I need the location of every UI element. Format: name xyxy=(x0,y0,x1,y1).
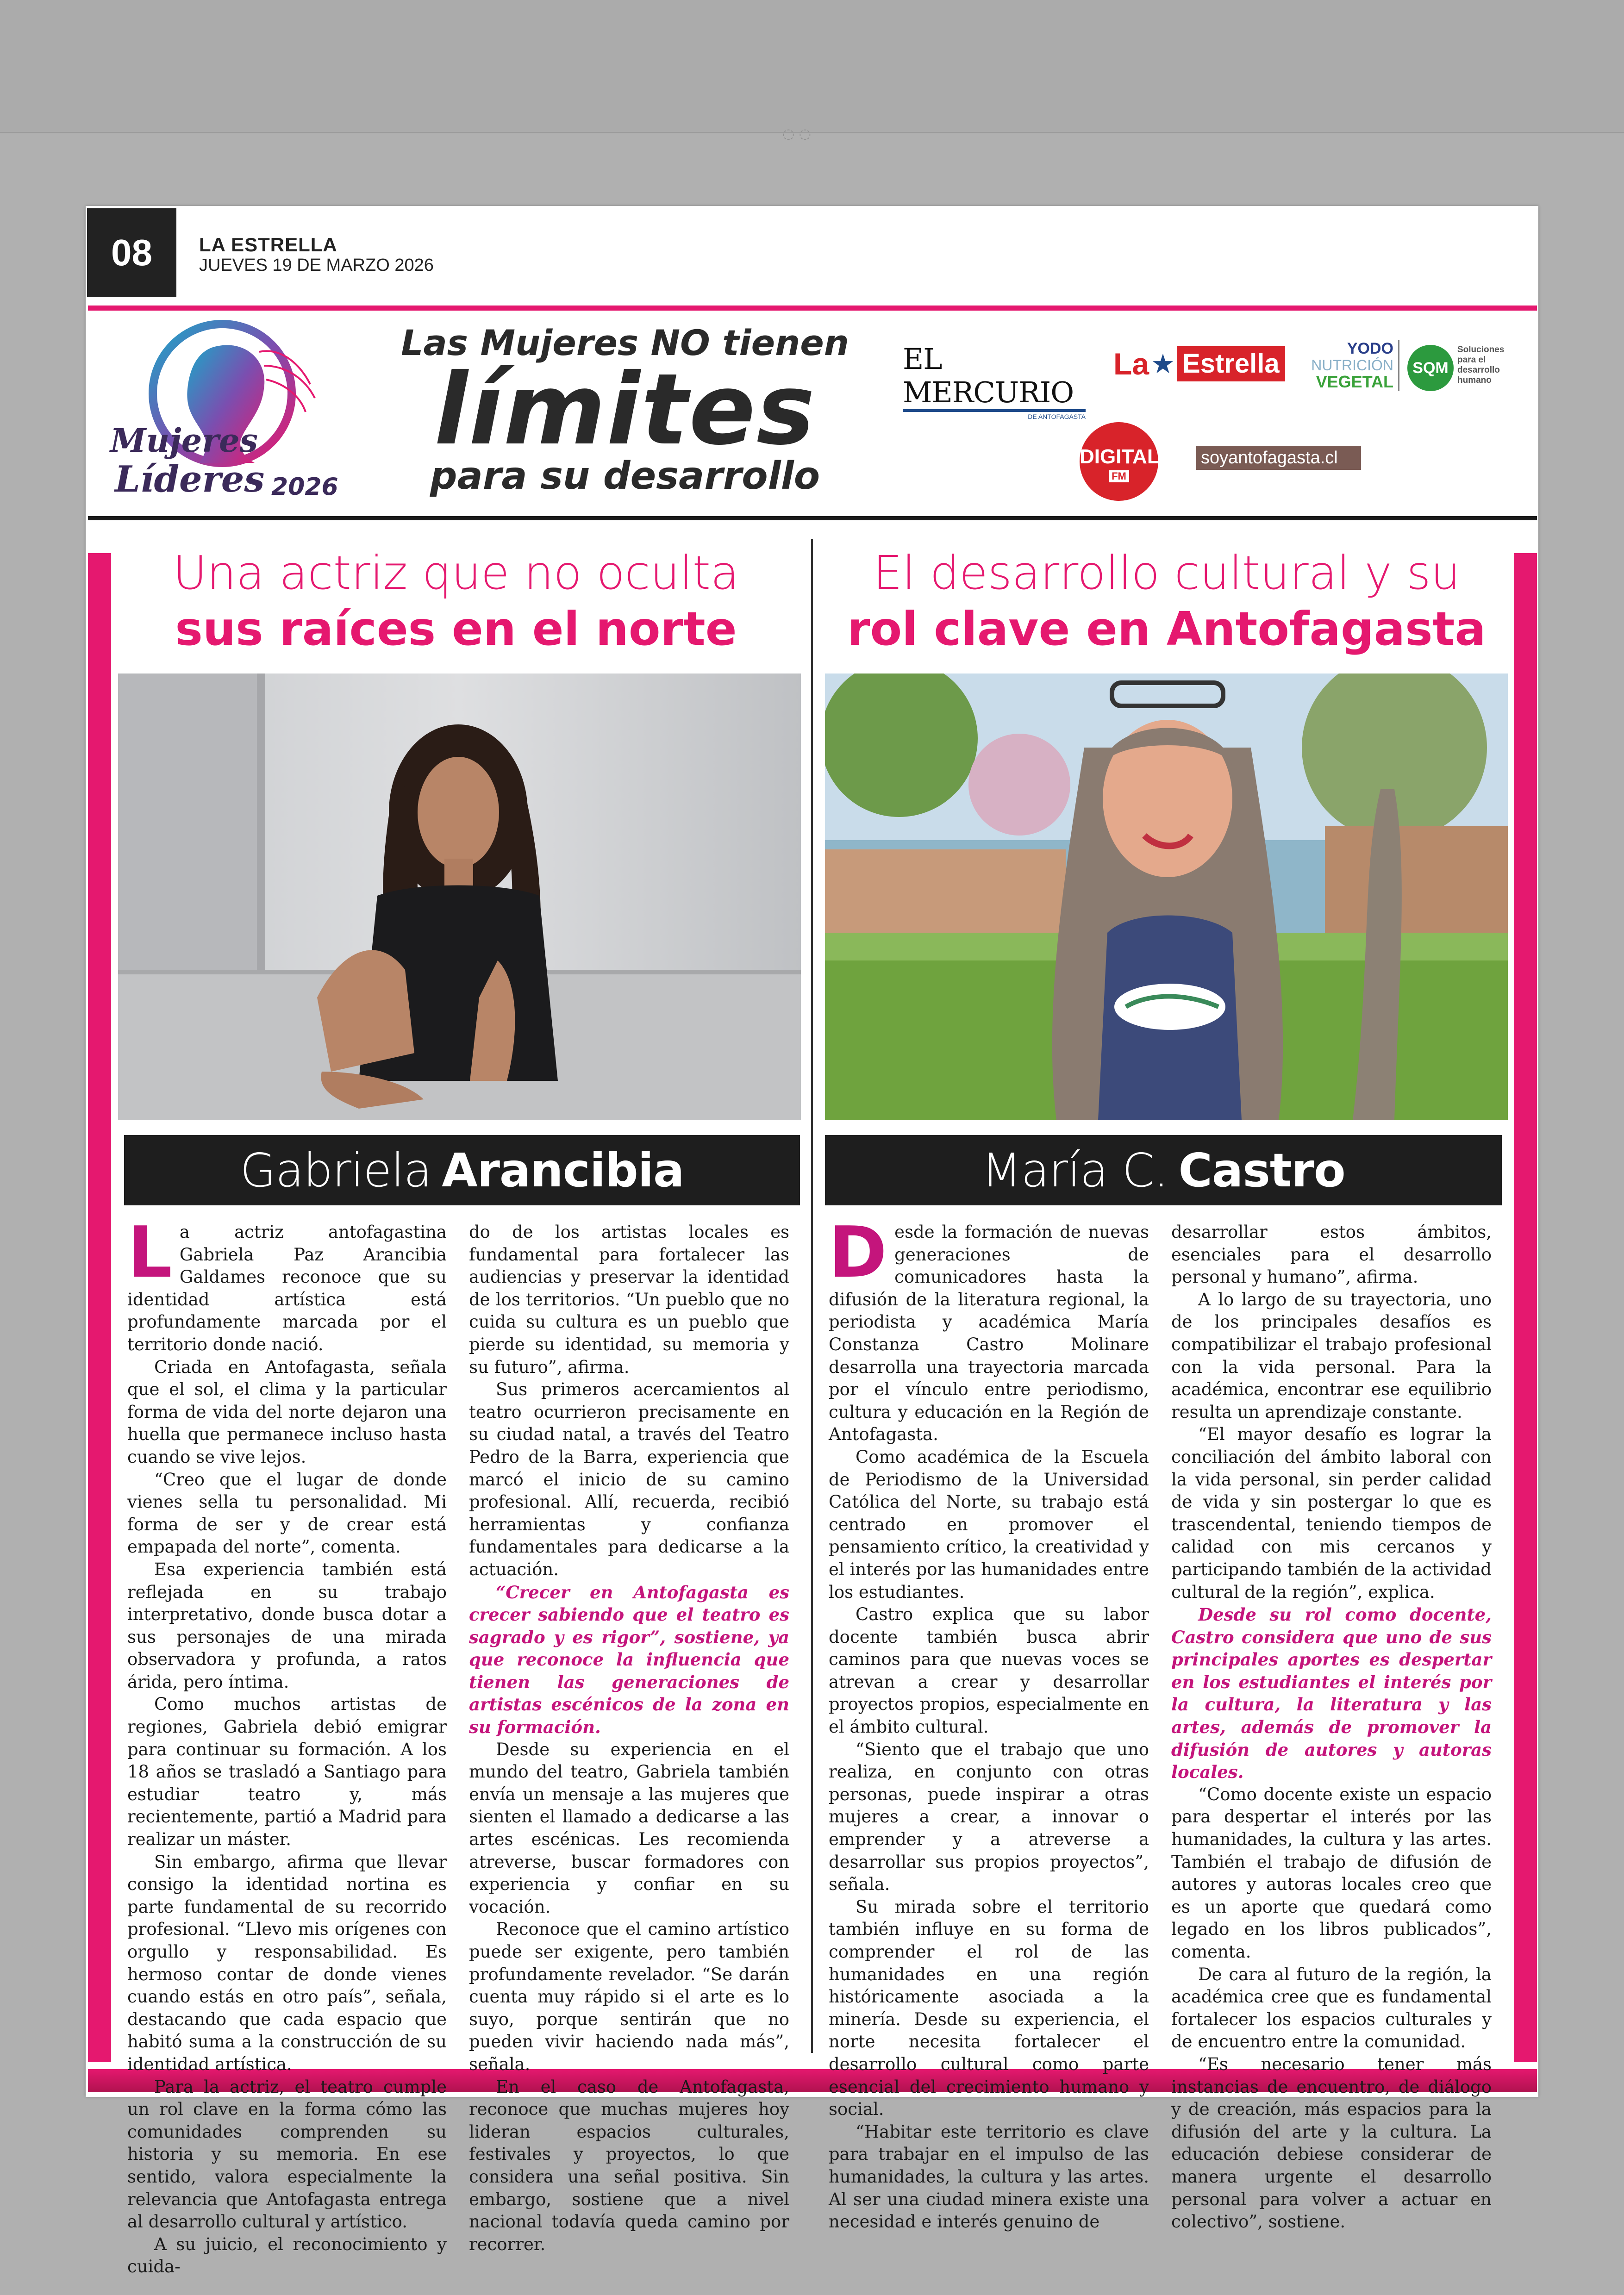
right-col1-paragraph-4: “Siento que el trabajo que uno realiza, en conjunto con otras personas, puede inspirar a otras mujeres a crear, a innovar o emprender y a atreverse a desarrollar sus propios proyectos”, señala. xyxy=(829,1739,1149,1895)
right-col1-paragraph-3: Castro explica que su labor docente también busca abrir caminos para que nuevas voces se atrevan a crear y desarrollar proyectos propios, especialmente en el ámbito cultural. xyxy=(829,1604,1149,1737)
left-headline xyxy=(113,545,799,657)
digital-name: DIGITAL xyxy=(1080,445,1160,468)
paper-name: LA ESTRELLA xyxy=(199,234,337,256)
estrella-name: Estrella xyxy=(1177,346,1285,381)
right-headline xyxy=(824,545,1509,657)
left-col1-paragraph-4: Esa experiencia también está reflejada en su trabajo interpretativo, donde busca dotar a sus personajes de una mirada observadora y profunda, a ratos árida, pero íntima. xyxy=(127,1559,447,1692)
mercurio-name: EL MERCURIO xyxy=(903,343,1086,412)
right-dropcap: D xyxy=(829,1211,887,1293)
digital-sub: FM xyxy=(1109,470,1129,482)
right-col1-text-1: esde la formación de nuevas generaciones de comunicadores hasta la difusión de la literatura regional, la periodista y académica María Constanza Castro Molinare desarrolla una trayectoria marcada por el vínculo entre periodismo, cultura y educación en la Región de Antofagasta. xyxy=(829,1222,1149,1445)
page-number: 08 xyxy=(87,208,176,297)
left-col2-paragraph-5: Reconoce que el camino artístico puede ser exigente, pero también profundamente revelador. “Se darán cuenta muy rápido si el arte es lo suyo, porque sentirán que no pueden vivir haciendo nada más”, señala. xyxy=(469,1919,789,2074)
left-col2-paragraph-4: Desde su experiencia en el mundo del teatro, Gabriela también envía un mensaje a las mujeres que sienten el llamado a dedicarse a las artes escénicas. Les recomienda atreverse, buscar formadores con experiencia y confiar en su vocación. xyxy=(469,1739,789,1917)
left-accent-bar xyxy=(88,553,111,2062)
tagline-line-3: para su desarrollo xyxy=(430,454,820,498)
left-col2-paragraph-2: Sus primeros acercamientos al teatro ocurrieron precisamente en su ciudad natal, a través del Teatro Pedro de la Barra, experiencia que marcó el inicio de su camino profesional. Allí, recuerda, recibió herramientas y confianza fundamentales para dedicarse a la actuación. xyxy=(469,1379,789,1579)
right-accent-bar xyxy=(1514,553,1537,2062)
masthead-bottom-rule xyxy=(88,516,1537,520)
left-headline-line-2: sus raíces en el norte xyxy=(175,602,737,656)
column-divider xyxy=(811,539,813,2053)
left-article-column-1 xyxy=(127,1211,447,2278)
right-col1-paragraph-1 xyxy=(829,1211,1149,1446)
right-col2-pull-quote: Desde su rol como docente, Castro considera que uno de sus principales aportes es despertar en los estudiantes el interés por la cultura, la literatura y las artes, además de promover la difusión de autores y autoras locales. xyxy=(1171,1604,1492,1783)
right-col2-paragraph-6: De cara al futuro de la región, la académica cree que es fundamental fortalecer los espacios culturales y de encuentro entre la comunidad. xyxy=(1171,1964,1492,2052)
left-col2-paragraph-1: do de los artistas locales es fundamental para fortalecer las audiencias y preservar la identidad de los territorios. “Un pueblo que no cuida su cultura es un pueblo que pierde su identidad, su memoria y su futuro”, afirma. xyxy=(469,1222,789,1377)
tagline-line-1: Las Mujeres NO tienen xyxy=(401,322,849,363)
left-name-last: Arancibia xyxy=(442,1143,684,1197)
left-col2-pull-quote: “Crecer en Antofagasta es crecer sabiendo que el teatro es sagrado y es rigor”, sostiene, ya que reconoce la influencia que tienen las generaciones de artistas escénicos de la zona en su formación. xyxy=(469,1582,789,1738)
logo-word-lideres: Líderes xyxy=(115,458,265,500)
tagline-line-2: límites xyxy=(434,352,816,467)
right-article-photo xyxy=(825,674,1508,1120)
left-col2-paragraph-6: En el caso de Antofagasta, reconoce que muchas mujeres hoy lideran espacios culturales, festivales y proyectos, lo que considera una señal positiva. Sin embargo, sostiene que a nivel nacional todavía queda camino por recorrer. xyxy=(469,2077,789,2254)
sqm-tagline: Soluciones para el desarrollo humano xyxy=(1457,345,1505,385)
masthead-top-rule xyxy=(88,306,1537,311)
right-name-first: María C. xyxy=(981,1143,1168,1197)
left-col1-paragraph-7: Para la actriz, el teatro cumple un rol clave en la forma cómo las comunidades comprenden su historia y su memoria. En ese sentido, valora especialmente la relevancia que Antofagasta entrega al desarrollo cultural y artístico. xyxy=(127,2077,447,2232)
left-col1-paragraph-1 xyxy=(127,1211,447,1356)
yodo-line-3: VEGETAL xyxy=(1316,372,1393,391)
right-col1-paragraph-2: Como académica de la Escuela de Periodismo de la Universidad Católica del Norte, su trabajo está centrado en promover el pensamiento crítico, la creatividad y el interés por las humanidades entre los estudiantes. xyxy=(829,1447,1149,1602)
left-name-first: Gabriela xyxy=(240,1143,432,1197)
right-col2-paragraph-7: “Es necesario tener más instancias de encuentro, de diálogo y de creación, más espacios para la difusión del arte y la cultura. La educación debiese considerar de manera urgente el desarrollo personal para volver a actuar en colectivo”, sostiene. xyxy=(1171,2054,1492,2232)
right-col1-paragraph-5: Su mirada sobre el territorio también influye en su forma de comprender el rol de las humanidades en una región históricamente asociada a la minería. Desde su experiencia, el norte necesita fortalecer el desarrollo cultural como parte esencial del crecimiento humano y social. xyxy=(829,1896,1149,2120)
mercurio-subtitle: DE ANTOFAGASTA xyxy=(1028,413,1086,420)
sponsor-digital-fm xyxy=(1080,422,1158,501)
logo-year: 2026 xyxy=(271,473,338,501)
left-col1-paragraph-2: Criada en Antofagasta, señala que el sol, el clima y la particular forma de vida del norte dejaron una huella que permanece incluso hasta cuando se vive lejos. xyxy=(127,1357,447,1467)
sponsor-soy-antofagasta: soyantofagasta.cl xyxy=(1196,446,1361,470)
right-headline-line-1: El desarrollo cultural y su xyxy=(873,546,1461,600)
right-headline-line-2: rol clave en Antofagasta xyxy=(847,602,1486,656)
yodo-line-2: NUTRICIÓN xyxy=(1311,357,1393,374)
sponsor-el-mercurio xyxy=(903,343,1086,420)
estrella-la: La xyxy=(1113,347,1149,381)
page-indicator-dots[interactable]: ◌ ◌ xyxy=(782,126,811,142)
left-article-column-2 xyxy=(469,1221,789,2256)
right-col2-paragraph-2: A lo largo de su trayectoria, uno de los principales desafíos es compatibilizar el trabajo profesional con la vida personal. Para la académica, encontrar ese equilibrio resulta un aprendizaje constante. xyxy=(1171,1289,1492,1422)
right-col1-paragraph-6: “Habitar este territorio es clave para trabajar en el impulso de las humanidades, la cultura y las artes. Al ser una ciudad minera existe una necesidad e interés genuino de xyxy=(829,2121,1149,2232)
star-icon: ★ xyxy=(1151,349,1175,379)
viewer-top-area xyxy=(0,0,1624,133)
left-name-bar xyxy=(124,1135,800,1205)
right-name-last: Castro xyxy=(1178,1143,1345,1197)
left-col1-paragraph-6: Sin embargo, afirma que llevar consigo la identidad nortina es parte fundamental de su recorrido profesional. “Llevo mis orígenes con orgullo y responsabilidad. Es hermoso contar de donde vienes cuando estás en otro país”, señala, destacando que cada espacio que habitó suma a la construcción de su identidad artística. xyxy=(127,1852,447,2074)
sponsor-la-estrella xyxy=(1113,345,1280,383)
paper-date: JUEVES 19 DE MARZO 2026 xyxy=(199,256,434,275)
left-headline-line-1: Una actriz que no oculta xyxy=(173,546,739,600)
left-col1-paragraph-3: “Creo que el lugar de donde vienes sella tu personalidad. Mi forma de ser y de crear está empapada del norte”, comenta. xyxy=(127,1469,447,1557)
left-col1-paragraph-5: Como muchos artistas de regiones, Gabriela debió emigrar para continuar su formación. A los 18 años se trasladó a Santiago para estudiar teatro y, más recientemente, partió a Madrid para realizar un máster. xyxy=(127,1694,447,1850)
mujeres-lideres-logo xyxy=(106,319,347,514)
left-col1-text-1: a actriz antofagastina Gabriela Paz Arancibia Galdames reconoce que su identidad artística está profundamente marcada por el territorio donde nació. xyxy=(127,1222,447,1354)
left-col1-paragraph-8: A su juicio, el reconocimiento y cuida- xyxy=(127,2234,447,2277)
left-article-photo xyxy=(118,674,801,1120)
sqm-logo: SQM xyxy=(1407,345,1454,391)
sponsor-yodo xyxy=(1303,340,1393,390)
logo-word-mujeres: Mujeres xyxy=(110,421,258,460)
right-col2-paragraph-1: desarrollar estos ámbitos, esenciales para el desarrollo personal y humano”, afirma. xyxy=(1171,1222,1492,1287)
right-col2-paragraph-5: “Como docente existe un espacio para despertar el interés por las humanidades, la cultura y las artes. También el trabajo de difusión de autores y autoras locales creo que es un aporte que quedará como legado en los libros publicados”, comenta. xyxy=(1171,1784,1492,1962)
sponsor-divider xyxy=(1398,340,1403,391)
right-name-bar xyxy=(825,1135,1502,1205)
right-col2-paragraph-3: “El mayor desafío es lograr la conciliación del ámbito laboral con la vida personal, sin perder calidad de vida y sin postergar lo que es trascendental, teniendo tiempos de calidad con mis cercanos y participando también de la actividad cultural de la región”, explica. xyxy=(1171,1424,1492,1602)
right-article-column-2 xyxy=(1171,1221,1492,2233)
yodo-line-1: YODO xyxy=(1347,340,1393,357)
masthead-tagline xyxy=(394,319,856,514)
left-dropcap: L xyxy=(127,1211,172,1293)
right-article-column-1 xyxy=(829,1211,1149,2233)
